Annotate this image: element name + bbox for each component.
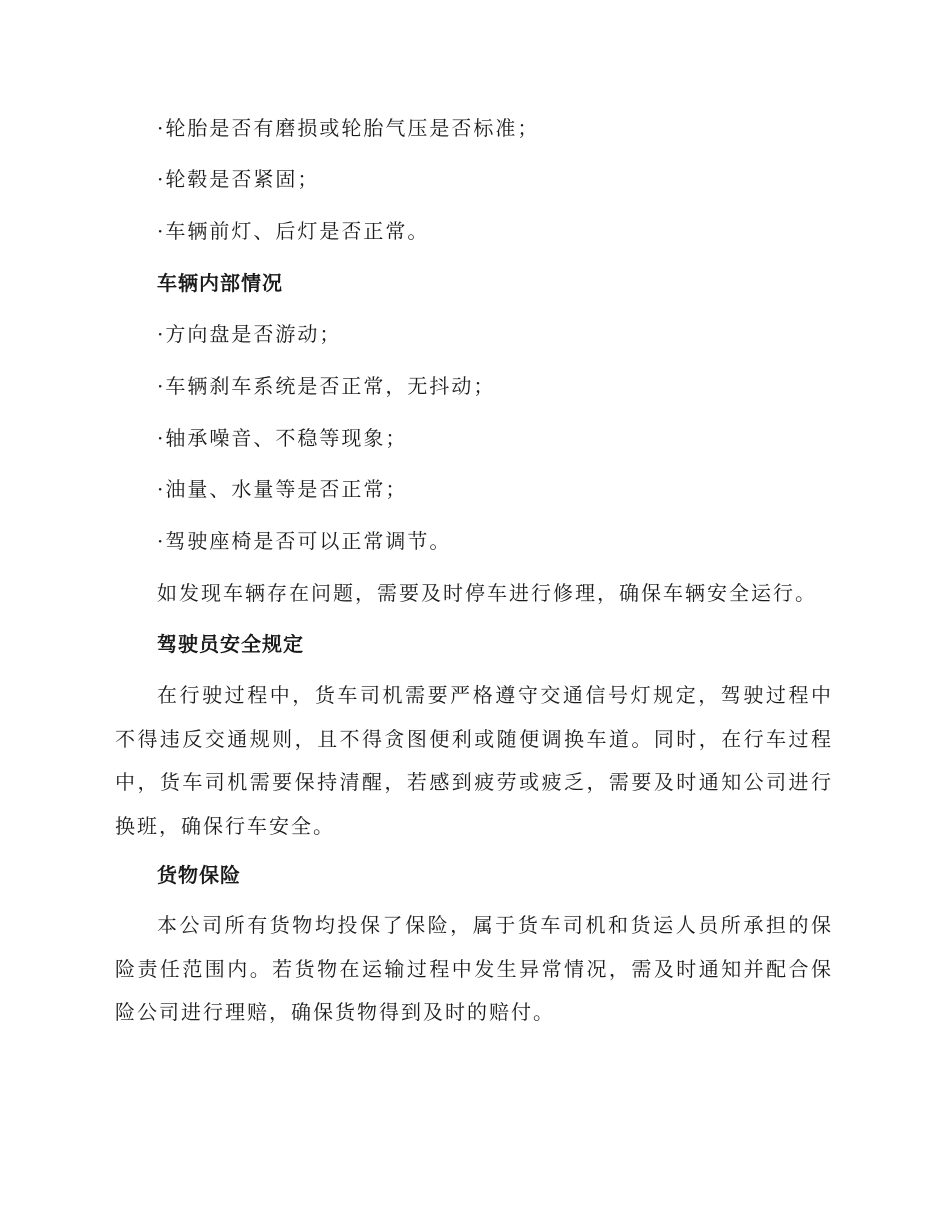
list-item: ·轮毂是否紧固； <box>157 167 320 191</box>
list-item: ·油量、水量等是否正常； <box>157 477 408 501</box>
section-heading-insurance: 货物保险 <box>157 863 241 887</box>
list-item: ·方向盘是否游动； <box>157 322 342 346</box>
driver-paragraph: 在行驶过程中，货车司机需要严格遵守交通信号灯规定，驾驶过程中不得违反交通规则，且不得贪图便利或随便调换车道。同时，在行车过程中，货车司机需要保持清醒，若感到疲劳或疲乏，需要及时通知公司进行换班，确保行车安全。 <box>115 683 833 839</box>
list-item: ·轮胎是否有磨损或轮胎气压是否标准； <box>157 116 540 140</box>
list-item: ·驾驶座椅是否可以正常调节。 <box>157 529 452 553</box>
list-item: ·轴承噪音、不稳等现象； <box>157 426 408 450</box>
section-heading-interior: 车辆内部情况 <box>157 271 283 295</box>
list-item: ·车辆刹车系统是否正常，无抖动； <box>157 374 496 398</box>
repair-note: 如发现车辆存在问题，需要及时停车进行修理，确保车辆安全运行。 <box>157 581 817 605</box>
list-item: ·车辆前灯、后灯是否正常。 <box>157 219 430 243</box>
section-heading-driver: 驾驶员安全规定 <box>157 632 304 656</box>
insurance-paragraph: 本公司所有货物均投保了保险，属于货车司机和货运人员所承担的保险责任范围内。若货物在运输过程中发生异常情况，需及时通知并配合保险公司进行理赔，确保货物得到及时的赔付。 <box>115 913 833 1025</box>
